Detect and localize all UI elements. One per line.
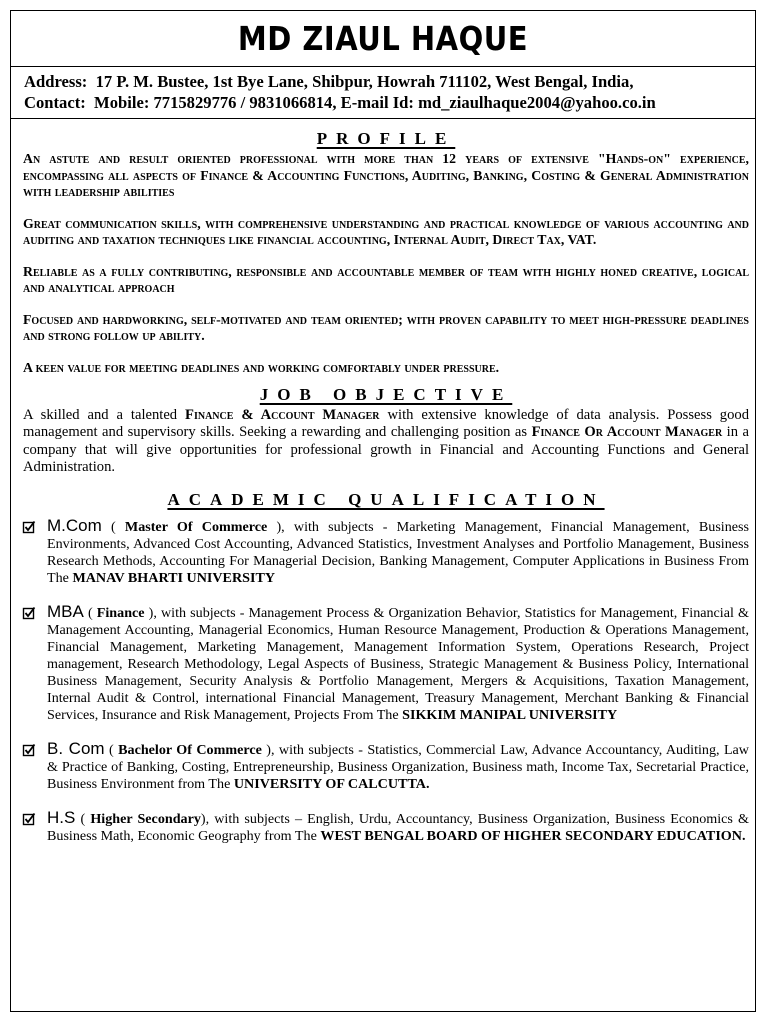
profile-paragraph: A keen value for meeting deadlines and working comfortably under pressure. bbox=[23, 359, 500, 375]
candidate-name: MD ZIAUL HAQUE bbox=[237, 19, 529, 59]
degree-full-name: Bachelor Of Commerce bbox=[118, 742, 262, 759]
profile-paragraph: An astute and result oriented professional with more than 12 years of extensive "Hands-on" experience, encompassing all aspects of Finance & Accounting Functions, Auditing, Banking, Costing & General Administration with leadership abilities bbox=[23, 151, 749, 199]
degree-name: MBA bbox=[47, 602, 84, 622]
degree-name: M.Com bbox=[47, 516, 102, 536]
contact-value: Mobile: 7715829776 / 9831066814, E-mail Id: md_ziaulhaque2004@yahoo.co.in bbox=[94, 93, 656, 112]
contact-line bbox=[24, 92, 755, 113]
profile-paragraph: Reliable as a fully contributing, responsible and accountable member of team with highly honed creative, logical and analytical approach bbox=[23, 263, 749, 295]
profile-paragraph: Focused and hardworking, self-motivated and team oriented; with proven capability to meet high-pressure deadlines and strong follow up ability. bbox=[23, 311, 749, 343]
address-label: Address: bbox=[24, 72, 88, 91]
institution-name: MANAV BHARTI UNIVERSITY bbox=[72, 570, 276, 587]
qualification-list bbox=[0, 517, 749, 845]
profile-heading: PROFILE bbox=[316, 129, 456, 148]
job-objective-text: A skilled and a talented Finance & Account Manager with extensive knowledge of data analysis. Possess good management and supervisory skills. Seeking a rewarding and challenging position as Finance Or Account Manager in a company that will give opportunities for professional growth in Financial and Accounting Functions and General Administration. bbox=[23, 407, 749, 475]
profile-paragraph: Great communication skills, with comprehensive understanding and practical knowledge of various accounting and auditing and taxation techniques like financial accounting, Internal Audit, Direct Tax, VAT. bbox=[23, 215, 749, 247]
contact-block bbox=[11, 67, 755, 119]
target-role: Finance Or Account Manager bbox=[531, 424, 723, 441]
institution-name: UNIVERSITY OF CALCUTTA. bbox=[233, 776, 430, 793]
resume-content bbox=[23, 128, 749, 861]
target-role: Finance & Account Manager bbox=[185, 407, 380, 423]
job-objective-heading: JOB OBJECTIVE bbox=[259, 385, 513, 404]
degree-name: B. Com bbox=[47, 739, 105, 759]
institution-name: WEST BENGAL BOARD OF HIGHER SECONDARY EDUCATION. bbox=[320, 828, 746, 845]
qualification-item: H.S ( Higher Secondary), with subjects – English, Urdu, Accountancy, Business Organization, Business Economics & Business Math, Economic Geography from The WEST BENGAL BOARD OF HIGHER SECONDARY EDUCATION. bbox=[0, 809, 749, 845]
degree-full-name: Master Of Commerce bbox=[124, 519, 268, 536]
name-header bbox=[11, 11, 755, 67]
qualification-item: MBA ( Finance ), with subjects - Management Process & Organization Behavior, Statistics for Management, Financial & Management Accounting, Managerial Economics, Human Resource Management, Production & Operations Management, Financial Management, Marketing Management, Management Information System, Operations Research, Project management, Research Methodology, Legal Aspects of Business, Strategic Management & Business Policy, International Business Management, Security Analysis & Portfolio Management, Mergers & Acquisitions, Taxation Management, Internal Audit & Control, international Financial Management, Treasury Management, Merchant Banking & Financial Services, Insurance and Risk Management, Projects From The SIKKIM MANIPAL UNIVERSITY bbox=[0, 603, 749, 724]
qualification-item: M.Com ( Master Of Commerce ), with subjects - Marketing Management, Financial Management, Business Environments, Advanced Cost Accounting, Advanced Statistics, Investment Analyses and Portfolio Management, Business Research Methods, Accounting For Managerial Decision, Banking Management, Computer Applications in Business From The MANAV BHARTI UNIVERSITY bbox=[0, 517, 749, 587]
checkbox-bullet-icon bbox=[22, 743, 36, 757]
profile-section bbox=[23, 151, 749, 376]
academic-heading: ACADEMIC QUALIFICATION bbox=[167, 490, 605, 510]
contact-label: Contact: bbox=[24, 93, 86, 112]
degree-full-name: Finance bbox=[96, 605, 145, 622]
checkbox-bullet-icon bbox=[22, 520, 36, 534]
checkbox-bullet-icon bbox=[22, 606, 36, 620]
address-line bbox=[24, 71, 755, 92]
institution-name: SIKKIM MANIPAL UNIVERSITY bbox=[402, 707, 618, 724]
address-value: 17 P. M. Bustee, 1st Bye Lane, Shibpur, Howrah 711102, West Bengal, India, bbox=[95, 72, 634, 91]
degree-name: H.S bbox=[47, 808, 76, 828]
degree-full-name: Higher Secondary bbox=[90, 811, 201, 828]
checkbox-bullet-icon bbox=[22, 812, 36, 826]
qualification-item: B. Com ( Bachelor Of Commerce ), with subjects - Statistics, Commercial Law, Advance Accountancy, Auditing, Law & Practice of Banking, Costing, Entrepreneurship, Business Organization, Business math, Income Tax, Secretarial Practice, Business Environment from The UNIVERSITY OF CALCUTTA. bbox=[0, 740, 749, 793]
